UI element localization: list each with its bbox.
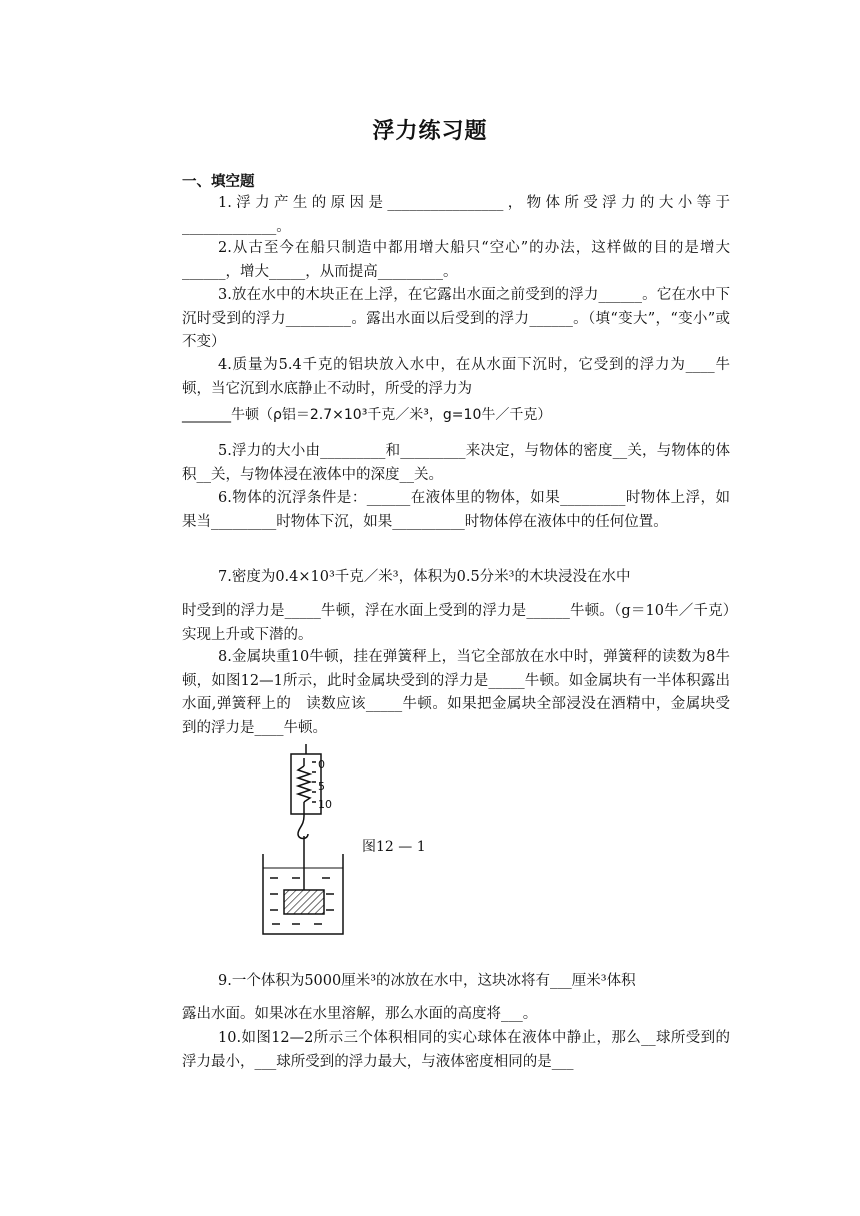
question-9-line-1: 9.一个体积为5000厘米³的冰放在水中，这块冰将有___厘米³体积 (218, 973, 636, 989)
question-4: 4.质量为5.4千克的铝块放入水中，在从水面下沉时，它受到的浮力为____牛顿，当它沉到水底静止不动时，所受的浮力为 (182, 357, 730, 397)
question-10: 10.如图12—2所示三个体积相同的实心球体在液体中静止，那么__球所受到的浮力最小，___球所受到的浮力最大，与液体密度相同的是___ (182, 1030, 730, 1070)
scale-label-0: 0 (318, 758, 325, 771)
metal-block (284, 890, 324, 914)
section-heading: 一、填空题 (182, 174, 255, 190)
figure-12-1 (258, 744, 358, 940)
question-6: 6.物体的沉浮条件是：______在液体里的物体，如果_________时物体上浮，如果当_________时物体下沉，如果__________时物体停在液体中的任何位置。 (182, 490, 730, 530)
question-3: 3.放在水中的木块正在上浮，在它露出水面之前受到的浮力______。它在水中下沉时受到的浮力_________。露出水面以后受到的浮力______。（填“变大”，“变小”或不变） (182, 287, 730, 350)
figure-caption: 图12 — 1 (362, 839, 426, 855)
question-8: 8.金属块重10牛顿，挂在弹簧秤上，当它全部放在水中时，弹簧秤的读数为8牛顿，如图12—1所示，此时金属块受到的浮力是_____牛顿。如金属块有一半体积露出水面,弹簧秤上的 读数应该_____牛顿。如果把金属块全部浸没在酒精中，金属块受到的浮力是____牛顿。 (182, 649, 730, 736)
question-5: 5.浮力的大小由_________和_________来决定，与物体的密度__关，与物体的体积__关，与物体浸在液体中的深度__关。 (182, 443, 730, 483)
question-2: 2.从古至今在船只制造中都用增大船只“空心”的办法，这样做的目的是增大______，增大_____，从而提高_________。 (182, 240, 730, 280)
question-4-formula: _______牛顿（ρ铝＝2.7×10³千克／米³，g=10牛／千克） (182, 407, 552, 423)
scale-label-10: 10 (318, 798, 332, 811)
question-7-line-1: 7.密度为0.4×10³千克／米³，体积为0.5分米³的木块浸没在水中 (218, 569, 631, 585)
question-9-line-2: 露出水面。如果冰在水里溶解，那么水面的高度将___。 (182, 1006, 538, 1022)
question-7-rest: 时受到的浮力是_____牛顿，浮在水面上受到的浮力是______牛顿。（g＝10牛／千克）实现上升或下潜的。 (182, 603, 730, 643)
page-title: 浮力练习题 (372, 119, 488, 144)
question-1: 1.浮力产生的原因是________________，物体所受浮力的大小等于_____________。 (182, 195, 730, 235)
scale-label-5: 5 (318, 780, 325, 793)
